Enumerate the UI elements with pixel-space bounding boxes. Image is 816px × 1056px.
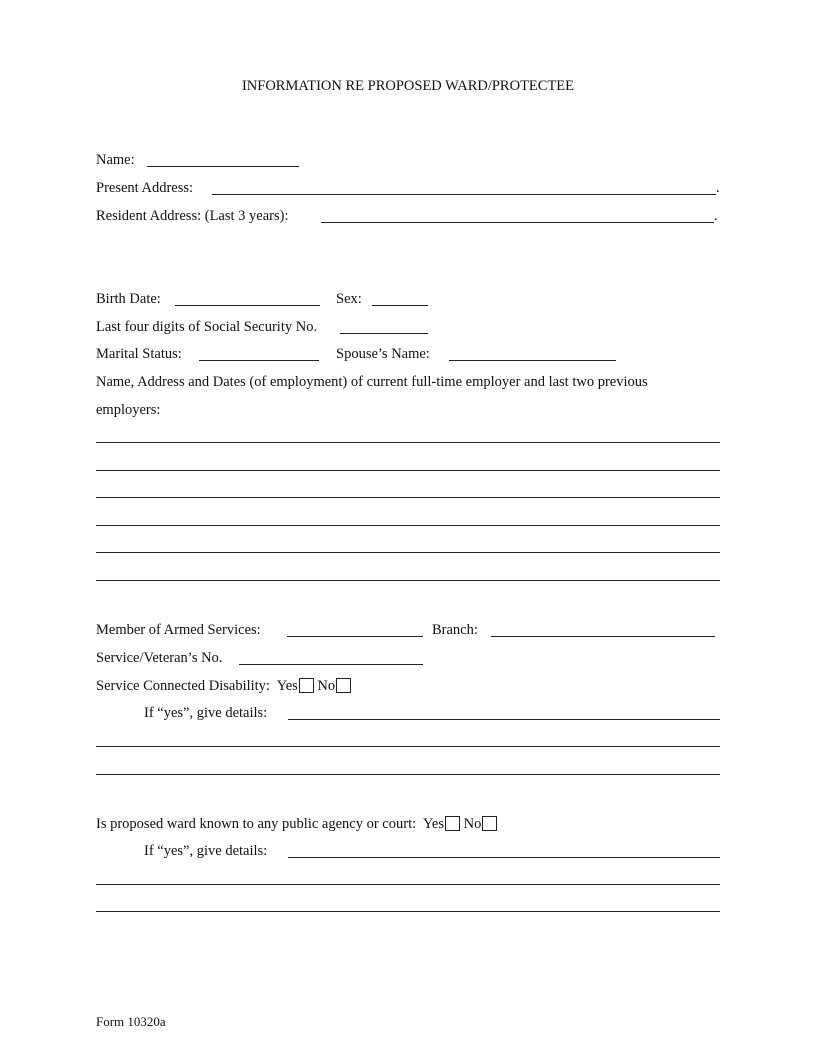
spouse-name-label: Spouse’s Name: — [336, 346, 430, 362]
employment-line[interactable] — [96, 552, 720, 553]
birth-date-field[interactable] — [175, 305, 320, 306]
birth-date-label: Birth Date: — [96, 291, 161, 307]
present-address-period: . — [716, 180, 720, 196]
branch-label: Branch: — [432, 622, 478, 638]
branch-field[interactable] — [491, 636, 715, 637]
agency-label: Is proposed ward known to any public agency or court: — [96, 816, 417, 832]
disability-yes-checkbox[interactable] — [299, 678, 314, 693]
agency-details-line[interactable] — [96, 911, 720, 912]
ssn-label: Last four digits of Social Security No. — [96, 319, 318, 335]
veteran-no-label: Service/Veteran’s No. — [96, 650, 223, 666]
employment-line[interactable] — [96, 525, 720, 526]
employment-line[interactable] — [96, 580, 720, 581]
employment-line[interactable] — [96, 470, 720, 471]
veteran-no-field[interactable] — [239, 664, 423, 665]
employment-label-line2: employers: — [96, 402, 161, 418]
spouse-name-field[interactable] — [449, 360, 616, 361]
armed-services-field[interactable] — [287, 636, 423, 637]
marital-status-field[interactable] — [199, 360, 319, 361]
form-title: INFORMATION RE PROPOSED WARD/PROTECTEE — [241, 78, 575, 94]
form-number: Form 10320a — [96, 1014, 166, 1029]
employment-label-line1: Name, Address and Dates (of employment) of current full-time employer and last two previous — [96, 374, 648, 390]
sex-label: Sex: — [336, 291, 362, 307]
agency-yes-checkbox[interactable] — [445, 816, 460, 831]
agency-row — [96, 815, 497, 833]
disability-yes-label: Yes — [276, 678, 298, 694]
name-label: Name: — [96, 152, 135, 168]
employment-line[interactable] — [96, 442, 720, 443]
resident-address-period: . — [714, 208, 718, 224]
agency-details-label: If “yes”, give details: — [144, 843, 268, 859]
disability-details-label: If “yes”, give details: — [144, 705, 268, 721]
ssn-field[interactable] — [340, 333, 428, 334]
present-address-field[interactable] — [212, 194, 716, 195]
disability-details-field[interactable] — [288, 719, 720, 720]
agency-yes-label: Yes — [422, 816, 444, 832]
present-address-label: Present Address: — [96, 180, 194, 196]
employment-line[interactable] — [96, 497, 720, 498]
agency-no-checkbox[interactable] — [482, 816, 497, 831]
marital-status-label: Marital Status: — [96, 346, 182, 362]
resident-address-field[interactable] — [321, 222, 714, 223]
name-field[interactable] — [147, 166, 299, 167]
disability-no-checkbox[interactable] — [336, 678, 351, 693]
disability-details-line[interactable] — [96, 774, 720, 775]
resident-address-label: Resident Address: (Last 3 years): — [96, 208, 289, 224]
agency-no-label: No — [463, 816, 482, 832]
sex-field[interactable] — [372, 305, 428, 306]
agency-details-field[interactable] — [288, 857, 720, 858]
disability-label: Service Connected Disability: — [96, 678, 270, 694]
agency-details-line[interactable] — [96, 884, 720, 885]
disability-details-line[interactable] — [96, 746, 720, 747]
armed-services-label: Member of Armed Services: — [96, 622, 261, 638]
disability-no-label: No — [317, 678, 336, 694]
disability-row — [96, 677, 351, 695]
